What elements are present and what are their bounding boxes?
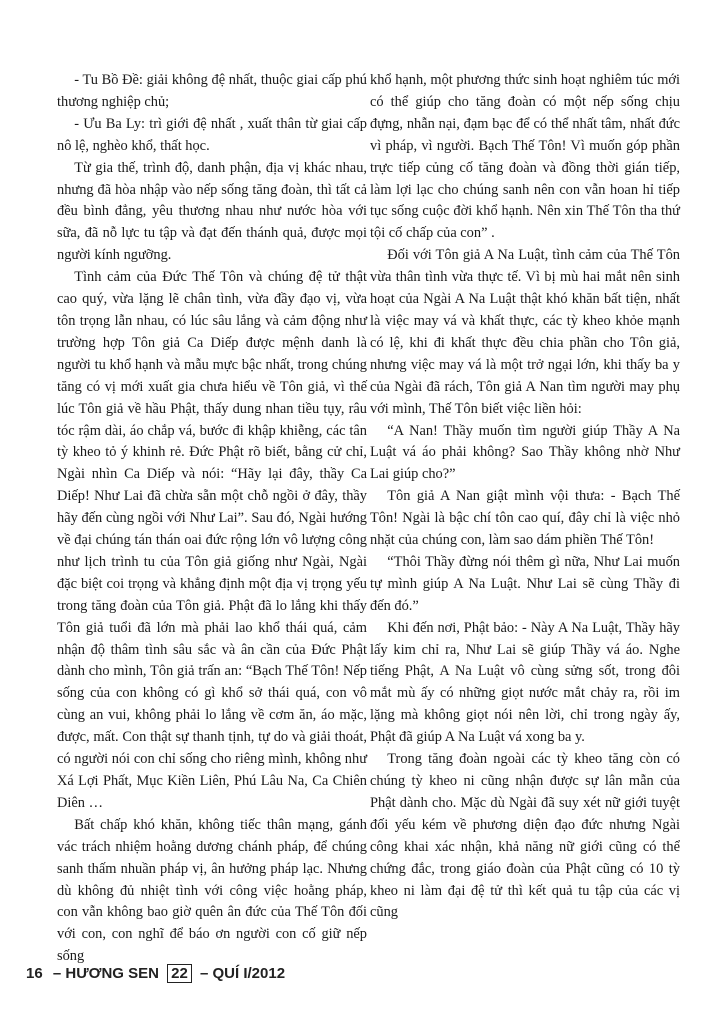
left-column bbox=[57, 70, 367, 968]
magazine-name: HƯƠNG SEN bbox=[65, 965, 159, 982]
paragraph: Tình cảm của Đức Thế Tôn và chúng đệ tử thật cao quý, vừa lặng lẽ chân tình, vừa đầy đạo vị, vừa tôn trọng lẫn nhau, có lúc sâu lắng và cảm động như trường hợp Tôn giả Ca Diếp được mệnh danh là người tu khổ hạnh và mẫu mực bậc nhất, trong chúng tăng có vị mới xuất gia chưa hiểu về Tôn giả, vì thế lúc Tôn giả về hầu Phật, thấy dung nhan tiều tụy, râu tóc rậm dài, áo chắp vá, bước đi khập khiễng, các tân tỳ kheo tỏ ý khinh rẻ. Đức Phật rõ biết, bằng cử chỉ, Ngài nhìn Ca Diếp và nói: “Hãy lại đây, thầy Ca Diếp! Như Lai đã chừa sẵn một chỗ ngồi ở đây, thầy hãy đến cùng ngồi với Như Lai”. Sau đó, Ngài hướng về đại chúng tán thán oai đức rộng lớn vô lượng công như lịch trình tu của Tôn giả giống như Ngài, Ngài đặc biệt coi trọng và khẳng định một địa vị trọng yếu trong tăng đoàn của Tôn giả. Phật đã lo lắng khi thấy Tôn giả tuổi đã lớn mà phải lao khổ thái quá, cảm nhận độ thâm tình sâu sắc và ân cần của Đức Phật dành cho mình, Tôn giả trấn an: “Bạch Thế Tôn! Nếp sống của con không có gì khổ sở thái quá, con vô cùng an vui, không phải lo lắng về cơm ăn, áo mặc, được, mất. Con thật sự thanh tịnh, tự do và giải thoát, có người nói con chỉ sống cho riêng mình, không như Xá Lợi Phất, Mục Kiền Liên, Phú Lâu Na, Ca Chiên Diên … bbox=[57, 269, 367, 811]
paragraph: - Tu Bồ Đề: giải không đệ nhất, thuộc giai cấp phú thương nghiệp chủ; bbox=[57, 72, 367, 110]
right-column bbox=[370, 70, 680, 924]
paragraph: - Ưu Ba Ly: trì giới đệ nhất , xuất thân từ giai cấp nô lệ, nghèo khổ, thất học. bbox=[57, 115, 367, 154]
footer-separator: – bbox=[52, 965, 62, 982]
paragraph: Đối với Tôn giả A Na Luật, tình cảm của Thế Tôn vừa thân tình vừa thực tế. Vì bị mù hai mắt nên sinh hoạt của Ngài A Na Luật thật khó khăn bất tiện, nhất là việc may vá và khất thực, các tỳ kheo khỏe mạnh có lệ, khi đi khất thực đều chia phần cho Tôn giả, nhưng việc may vá là một trở ngại lớn, khi thấy ba y của Ngài đã rách, Tôn giả A Nan tìm người may phụ với mình, Thế Tôn biết việc liền hỏi: bbox=[370, 247, 680, 417]
paragraph: Tôn giả A Nan giật mình vội thưa: - Bạch Thế Tôn! Ngài là bậc chí tôn cao quí, đây chỉ là việc nhỏ nhặt của chúng con, làm sao dám phiền Thế Tôn! bbox=[370, 488, 680, 549]
paragraph: Khi đến nơi, Phật bảo: - Này A Na Luật, Thầy hãy lấy kim chỉ ra, Như Lai sẽ giúp Thầy vá áo. Nghe tiếng Phật, A Na Luật vô cùng sửng sốt, trong đôi mắt mù ấy có những giọt nước mắt chảy ra, rồi im lặng mà không giọt nói nên lời, chỉ trong ngày ấy, Phật đã giúp A Na Luật vá xong ba y. bbox=[370, 619, 680, 746]
page-footer bbox=[26, 964, 285, 983]
footer-separator: – bbox=[200, 965, 209, 982]
paragraph: khổ hạnh, một phương thức sinh hoạt nghiêm túc mới có thể giúp cho tăng đoàn có một nếp sống chịu đựng, nhẫn nại, đạm bạc để có thể nhất tâm, nhất đức vì pháp, vì người. Bạch Thế Tôn! Vì muốn góp phần trực tiếp củng cố tăng đoàn và đồng thời gián tiếp, làm lợi lạc cho chúng sanh nên con vẫn hoan hỉ tiếp tục sống cuộc đời khổ hạnh. Nên xin Thế Tôn tha thứ tội cố chấp của con” . bbox=[370, 72, 680, 242]
paragraph: Trong tăng đoàn ngoài các tỳ kheo tăng còn có chúng tỳ kheo ni cũng nhận được sự lân mẫn của Phật dành cho. Mặc dù Ngài đã suy xét nữ giới tuyệt đối yếu kém về phương diện đạo đức nhưng Ngài công khai xác nhận, khả năng nữ giới cũng có thể chứng đắc, trong giáo đoàn của Phật cũng có 10 tỳ kheo ni làm đại đệ tử thì kết quả tu tập của các vị cũng bbox=[370, 751, 680, 921]
issue-number-box: 22 bbox=[167, 964, 192, 983]
page-number: 16 bbox=[26, 965, 43, 982]
paragraph: “A Nan! Thầy muốn tìm người giúp Thầy A Na Luật vá áo phải không? Sao Thầy không nhờ Như Lai giúp cho?” bbox=[370, 422, 680, 483]
paragraph: “Thôi Thầy đừng nói thêm gì nữa, Như Lai muốn tự mình giúp A Na Luật. Như Lai sẽ cùng Thầy đi đến đó.” bbox=[370, 553, 680, 614]
paragraph: Từ gia thế, trình độ, danh phận, địa vị khác nhau, nhưng đã hòa nhập vào nếp sống tăng đoàn, thì tất cả đều bình đẳng, yêu thương nhau như nước hòa với sữa, đã nỗ lực tu tập và đạt đến thánh quả, được mọi người kính ngưỡng. bbox=[57, 159, 367, 264]
issue-period: QUÍ I/2012 bbox=[212, 965, 286, 982]
paragraph: Bất chấp khó khăn, không tiếc thân mạng, gánh vác trách nhiệm hoằng dương chánh pháp, để chúng sanh thấm nhuần pháp vị, ân hưởng pháp lạc. Nhưng dù không đủ nhiệt tình với công việc hoằng pháp, con vẫn không bao giờ quên ân đức của Thế Tôn đối với con, con nghĩ để báo ơn người con cố giữ nếp sống bbox=[57, 816, 367, 965]
